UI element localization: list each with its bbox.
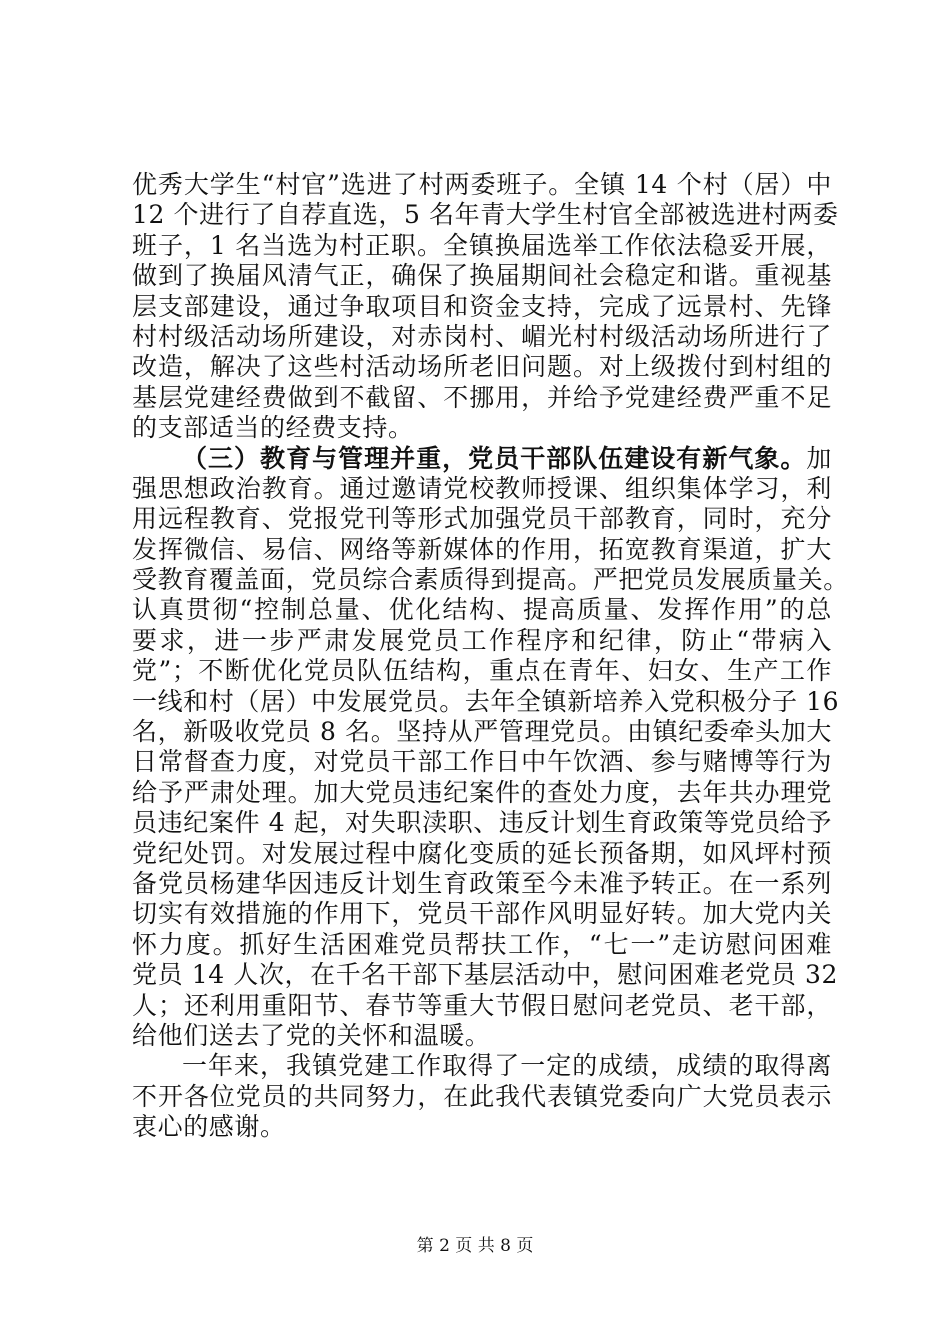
text-line: 一线和村（居）中发展党员。去年全镇新培养入党积极分子 16	[132, 686, 840, 716]
text-line: 党员 14 人次，在千名干部下基层活动中，慰问困难老党员 32	[132, 960, 839, 990]
text-line: 强思想政治教育。通过邀请党校教师授课、组织集体学习，利	[132, 473, 832, 503]
text-line: 认真贯彻“控制总量、优化结构、提高质量、发挥作用”的总	[132, 595, 832, 625]
text-line	[132, 444, 832, 474]
text-line: 12 个进行了自荐直选，5 名年青大学生村官全部被选进村两委	[132, 200, 839, 230]
text-line: 备党员杨建华因违反计划生育政策至今未准予转正。在一系列	[132, 868, 832, 898]
text-line: 一年来，我镇党建工作取得了一定的成绩，成绩的取得离	[182, 1051, 832, 1081]
text-line: 受教育覆盖面，党员综合素质得到提高。严把党员发展质量关。	[132, 565, 849, 595]
text-line: 给他们送去了党的关怀和温暖。	[132, 1020, 491, 1050]
text-line: 用远程教育、党报党刊等形式加强党员干部教育，同时，充分	[132, 504, 832, 534]
text-line: 人；还利用重阳节、春节等重大节假日慰问老党员、老干部，	[132, 990, 832, 1020]
text-line: 村村级活动场所建设，对赤岗村、嵋光村村级活动场所进行了	[132, 321, 832, 351]
text-line: 的支部适当的经费支持。	[132, 413, 414, 443]
paragraph-3	[132, 1051, 832, 1142]
text-line: 层支部建设，通过争取项目和资金支持，完成了远景村、先锋	[132, 291, 832, 321]
body-text	[132, 170, 849, 1143]
text-line: 改造，解决了这些村活动场所老旧问题。对上级拨付到村组的	[132, 352, 832, 382]
text-line: 员违纪案件 4 起，对失职渎职、违反计划生育政策等党员给予	[132, 808, 832, 838]
text-line: 优秀大学生“村官”选进了村两委班子。全镇 14 个村（居）中	[132, 170, 832, 199]
text-line: 日常督查力度，对党员干部工作日中午饮酒、参与赌博等行为	[132, 747, 832, 777]
text-line: 党纪处罚。对发展过程中腐化变质的延长预备期，如风坪村预	[132, 838, 832, 868]
text-line: 不开各位党员的共同努力，在此我代表镇党委向广大党员表示	[132, 1081, 832, 1111]
text-line: 名，新吸收党员 8 名。坚持从严管理党员。由镇纪委牵头加大	[132, 717, 832, 747]
text-line: 做到了换届风清气正，确保了换届期间社会稳定和谐。重视基	[132, 261, 832, 291]
text-line: 要求，进一步严肃发展党员工作程序和纪律，防止“带病入	[132, 625, 832, 655]
section-heading: （三）教育与管理并重，党员干部队伍建设有新气象。	[182, 443, 807, 473]
text-line: 切实有效措施的作用下，党员干部作风明显好转。加大党内关	[132, 899, 832, 929]
paragraph-1	[132, 170, 839, 444]
text-line: 怀力度。抓好生活困难党员帮扶工作，“七一”走访慰问困难	[132, 929, 832, 959]
text-line: 党”；不断优化党员队伍结构，重点在青年、妇女、生产工作	[132, 656, 832, 686]
page-number-footer: 第 2 页 共 8 页	[416, 1236, 534, 1256]
text-line: 班子，1 名当选为村正职。全镇换届选举工作依法稳妥开展，	[132, 230, 832, 260]
text-line: 基层党建经费做到不截留、不挪用，并给予党建经费严重不足	[132, 382, 832, 412]
text-line: 衷心的感谢。	[132, 1112, 286, 1142]
text-line: 发挥微信、易信、网络等新媒体的作用，拓宽教育渠道，扩大	[132, 534, 832, 564]
text-span: 加	[806, 443, 832, 473]
paragraph-2	[132, 443, 849, 1052]
text-line: 给予严肃处理。加大党员违纪案件的查处力度，去年共办理党	[132, 777, 832, 807]
